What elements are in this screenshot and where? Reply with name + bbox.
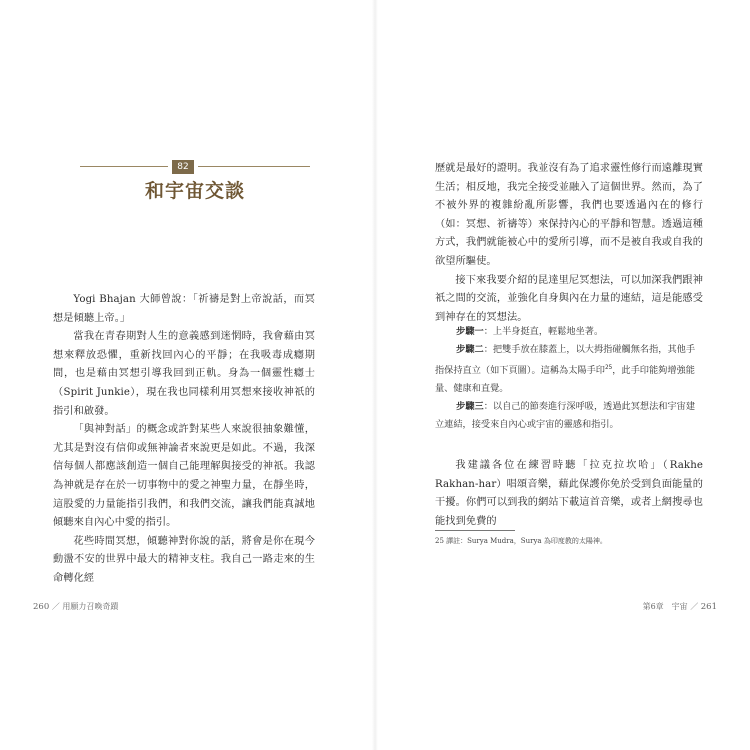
chapter-rule-right	[198, 166, 310, 167]
step-label: 步驟三	[456, 401, 484, 413]
step-label: 步驟二	[456, 344, 484, 355]
left-folio	[33, 601, 118, 612]
chapter-number-badge: 82	[172, 160, 194, 174]
step-item	[435, 398, 703, 434]
step-item	[435, 341, 703, 398]
folio-separator: ／	[690, 602, 699, 611]
footnote-rule	[435, 530, 515, 531]
paragraph: 接下來我要介紹的昆達里尼冥想法，可以加深我們跟神祇之間的交流，並強化自身與內在力量的連結，這是能感受到神存在的冥想法。	[435, 274, 703, 323]
running-book-title: 用願力召喚奇蹟	[62, 602, 119, 611]
step-text: ：以自己的節奏進行深呼吸，透過此冥想法和宇宙建立連結，接受來自內心或宇宙的靈感和指引。	[435, 401, 696, 431]
paragraph: 當我在青春期對人生的意義感到迷惘時，我會藉由冥想來釋放恐懼，重新找回內心的平靜；在我吸毒成癮期間，也是藉由冥想引導我回到正軌。身為一個靈性癮士（Spirit Junkie），現在我也同樣利用冥想來接收神祇的指引和啟發。	[53, 331, 315, 417]
step-text: ，此手印能夠增強能量、健康和直覺。	[435, 365, 695, 395]
page-number: 260	[33, 602, 50, 612]
paragraph: 花些時間冥想，傾聽神對你說的話，將會是你在現今動盪不安的世界中最大的精神支柱。我自己一路走來的生命轉化經	[53, 535, 315, 584]
running-chapter-label: 第6章 宇宙	[642, 602, 688, 611]
paragraph: Yogi Bhajan 大師曾說：「祈禱是對上帝說話，而冥想是傾聽上帝。」	[53, 294, 315, 324]
step-text: ：上半身挺直，輕鬆地坐著。	[483, 326, 604, 337]
page-number: 261	[700, 602, 717, 612]
paragraph: 我建議各位在練習時聽「拉克拉坎哈」（Rakhe Rakhan-har）唱頌音樂，藉此保護你免於受到負面能量的干擾。你們可以到我的網站下載這首音樂，或者上網搜尋也能找到免費的	[435, 460, 703, 527]
footnote: 25 譯註：Surya Mudra，Surya 為印度教的太陽神。	[435, 537, 607, 545]
footnote-marker: 25	[604, 364, 613, 371]
meditation-steps	[435, 323, 703, 434]
chapter-title: 和宇宙交談	[144, 180, 245, 202]
paragraph: 歷就是最好的證明。我並沒有為了追求靈性修行而遠離現實生活；相反地，我完全接受並融入了這個世界。然而，為了不被外界的複雜紛亂所影響，我們也要透過內在的修行（如：冥想、祈禱等）來保持內心的平靜和智慧。透過這種方式，我們就能被心中的愛所引導，而不是被自我或自我的欲望所驅使。	[435, 163, 703, 267]
right-folio	[643, 601, 717, 612]
right-body-text	[435, 160, 703, 327]
left-body-text	[53, 291, 315, 589]
paragraph: 「與神對話」的概念或許對某些人來說很抽象難懂，尤其是對沒有信仰或無神論者來說更是如此。不過，我深信每個人都應該創造一個自己能理解與接受的神祇。我認為神就是存在於一切事物中的愛之神聖力量，在靜坐時，這股愛的力量能指引我們，和我們交流，讓我們能真誠地傾聽來自內心中愛的指引。	[53, 424, 315, 529]
folio-separator: ／	[51, 602, 60, 611]
right-page	[375, 0, 750, 750]
chapter-rule-left	[80, 166, 168, 167]
right-body-text-bottom	[435, 457, 703, 531]
step-item	[435, 323, 703, 341]
step-text: ：把雙手放在膝蓋上，以大拇指碰觸無名指，其他手指保持直立（如下頁圖）。這稱為太陽手印	[435, 344, 696, 377]
step-label: 步驟一	[456, 326, 484, 337]
